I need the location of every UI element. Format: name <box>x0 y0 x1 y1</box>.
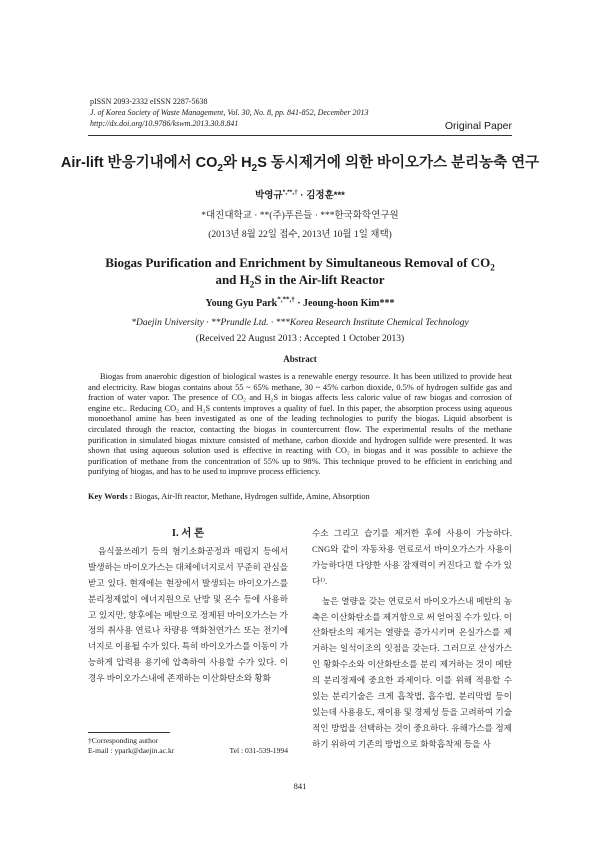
citation-line: J. of Korea Society of Waste Management, Vol. 30, No. 8, pp. 841-852, December 2013 <box>90 108 369 117</box>
issn-line: pISSN 2093-2332 eISSN 2287-5638 <box>90 97 208 106</box>
body-paragraph: 음식물쓰레기 등의 혐기소화공정과 매립지 등에서 발생하는 바이오가스는 대체에너지로서 꾸준히 관심을 받고 있다. 현재에는 현장에서 발생되는 바이오가스를 분리정제없이 에너지원으로 난방 및 온수 등에 사용하고 있지만, 향후에는 메탄으로 정제된 바이오가스는 가정의 취사용 연료나 차량용 액화천연가스 또는 전기에너지로 이용될 수가 있다. 특히 바이오가스를 이동이 가능하게 압력용 용기에 압축하여 사용할 수가 있다. 이 경우 바이오가스내에 존재하는 이산화탄소와 황화 <box>88 545 288 684</box>
body-column-left <box>88 526 288 687</box>
korean-affiliations: *대진대학교 · **(주)푸른들 · ***한국화학연구원 <box>201 211 399 221</box>
corresponding-author-label: †Corresponding author <box>88 736 159 745</box>
author-phone: Tel : 031-539-1994 <box>229 746 288 755</box>
author-email[interactable]: E-mail : ypark@daejin.ac.kr <box>88 746 175 755</box>
doi-link[interactable]: http://dx.doi.org/10.9786/kswm.2013.30.8.841 <box>90 119 239 128</box>
body-paragraph: 수소 그리고 습기를 제거한 후에 사용이 가능하다. CNG와 같이 자동차용 연료로서 바이오가스가 사용이 가능하다면 다양한 사용 잠재력이 커진다고 할 수가 있다¹⁾. <box>312 528 512 586</box>
english-received-dates: (Received 22 August 2013 : Accepted 1 October 2013) <box>195 334 405 344</box>
footnote-divider <box>88 732 170 733</box>
korean-authors: 박영규*,**,† · 김정훈*** <box>255 188 345 201</box>
abstract-heading: Abstract <box>283 354 317 364</box>
header-divider <box>88 135 512 136</box>
abstract-text: Biogas from anaerobic digestion of biological wastes is a renewable energy resource. It has been utilized to provide heat and electricity. Raw biogas contains about 55 ~ 65% methane, 30 ~ 45% carbon dioxide, 0.5% of hydrogen sulfide gas and fraction of water vapor. The presence of CO₂ and H₂S in biogas affects less caloric value of raw biogas and corrosion of engine etc.. Reducing CO₂ and H₂S contents improves a quality of fuel. In this paper, the absorption process using aqueous monoethanol amine has been investigated as one of the leading technologies to purify the biogas. Liquid absorbent is circulated through the reactor, contacting the biogas in countercurrent flow. The experimental results of the methane purification in simulated biogas mixture consisted of methane, carbon dioxide and hydrogen sulfide were presented. It was shown that using aqueous solution used is effective in reacting with CO₂ in biogas and it was possible to achieve the purification of methane from the concentration of 55% up to 98%. This technique proved to be efficient in enriching and purifying of biogas, and has to be used to improve process efficiency. <box>88 372 512 477</box>
keywords-line <box>88 492 512 501</box>
article-type-label: Original Paper <box>444 120 512 132</box>
korean-title: Air-lift 반응기내에서 $CO_2$와 $H_2S$ 동시제거에 의한 바이오가스 분리농축 연구 <box>60 155 540 174</box>
footnote <box>88 736 288 756</box>
keywords-label: Key Words : <box>88 492 133 501</box>
body-paragraph: 높은 열량을 갖는 연료로서 바이오가스내 메탄의 농축은 이산화탄소를 제거함으로 써 얻어질 수가 있다. 이산화탄소의 제거는 열량을 증가시키며 온실가스를 제거하는 일석이조의 잇점을 갖는다. 그러므로 산성가스인 황화수소와 이산화탄소를 분리 제거하는 것이 메탄의 분리정제에 중요한 과제이다. 이를 위해 적용할 수 있는 분리기술은 크게 흡착법, 흡수법, 분리막법 등이 있는데 사용용도, 재이용 및 경제성 등을 고려하여 기술적인 방법을 선택하는 것이 중요하다. 유해가스를 정제하기 위하여 기존의 방법으로 화학흡착제 등을 사 <box>312 595 512 749</box>
section-heading-introduction: I. 서 론 <box>171 528 205 539</box>
keywords-text: Biogas, Air-lft reactor, Methane, Hydrogen sulfide, Amine, Absorption <box>132 492 370 501</box>
body-column-right <box>312 526 512 753</box>
korean-received-dates: (2013년 8월 22일 접수, 2013년 10월 1일 채택) <box>208 230 392 240</box>
page-number: 841 <box>293 781 307 791</box>
english-affiliations: *Daejin University · **Prundle Ltd. · ***Korea Research Institute Chemical Technology <box>131 318 469 328</box>
english-authors: Young Gyu Park*,**,† · Jeoung-hoon Kim*** <box>205 295 395 309</box>
english-title: Biogas Purification and Enrichment by Simultaneous Removal of $CO_2$ and $H_2S$ in the Air-lift Reactor <box>105 255 495 290</box>
